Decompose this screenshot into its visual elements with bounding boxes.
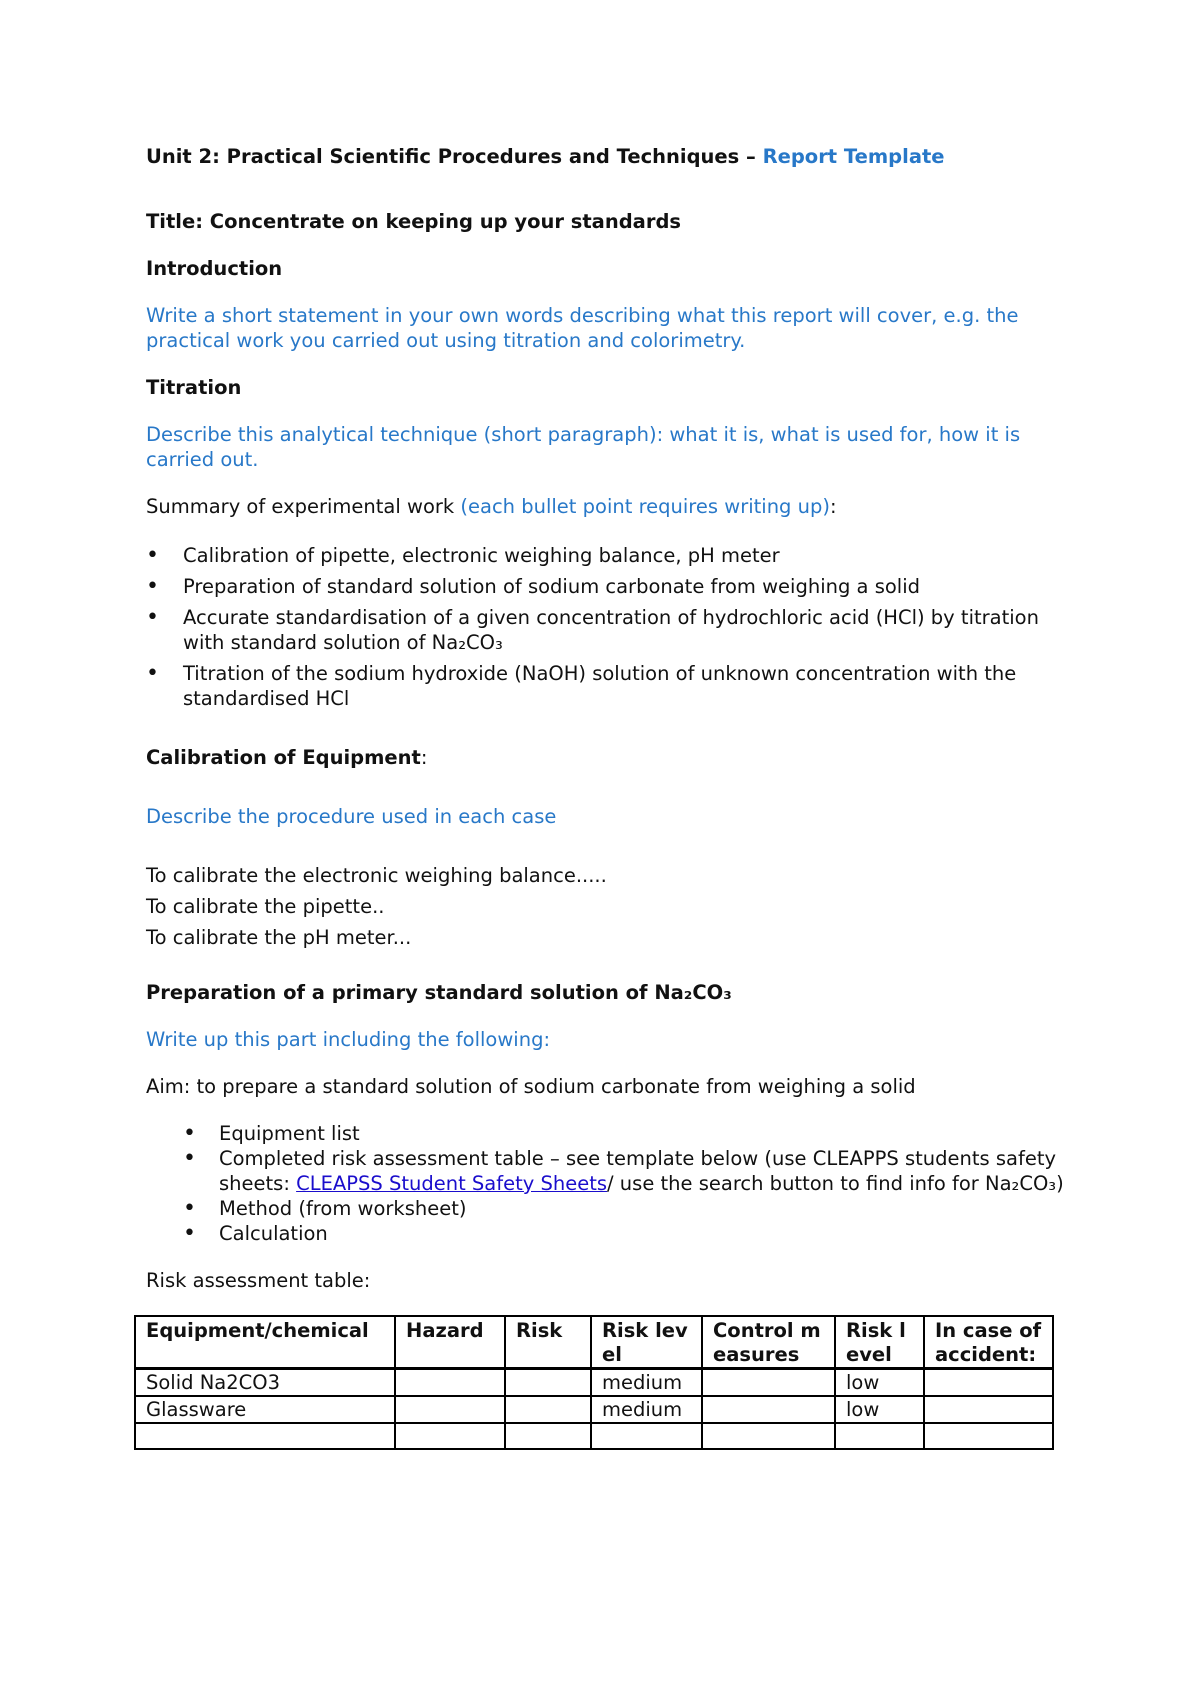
table-cell (835, 1423, 924, 1449)
table-cell: low (835, 1369, 924, 1397)
calibration-heading-colon: : (420, 746, 428, 769)
unit-title (146, 144, 1066, 169)
report-title: Title: Concentrate on keeping up your standards (146, 210, 682, 233)
calibration-line-pipette: To calibrate the pipette.. (146, 895, 385, 918)
table-cell (924, 1396, 1053, 1423)
list-item (146, 1146, 1066, 1196)
table-cell (702, 1423, 835, 1449)
titration-bullet-list (146, 543, 1066, 711)
table-header-cell: In case of accident: (924, 1316, 1053, 1369)
risk-bullet-suffix: / use the search button to find info for Na₂CO₃) (607, 1172, 1064, 1195)
unit-title-text: Unit 2: Practical Scientific Procedures and Techniques – (146, 145, 763, 168)
table-header-cell: Control measures (702, 1316, 835, 1369)
calibration-line-ph-meter: To calibrate the pH meter... (146, 926, 412, 949)
document-body (146, 144, 1066, 1450)
table-cell: low (835, 1396, 924, 1423)
table-cell: medium (591, 1369, 702, 1397)
calibration-guidance: Describe the procedure used in each case (146, 805, 557, 828)
table-cell (702, 1369, 835, 1397)
preparation-bullet-list (146, 1121, 1066, 1246)
summary-note: (each bullet point requires writing up) (460, 495, 830, 518)
table-header-cell: Hazard (395, 1316, 505, 1369)
introduction-heading: Introduction (146, 257, 283, 280)
risk-table-label: Risk assessment table: (146, 1269, 371, 1292)
table-cell: medium (591, 1396, 702, 1423)
summary-colon: : (829, 495, 837, 518)
titration-heading: Titration (146, 376, 242, 399)
list-item: • Equipment list (146, 1121, 1066, 1146)
table-cell (924, 1369, 1053, 1397)
titration-guidance: Describe this analytical technique (short paragraph): what it is, what is used for, how it is carried out. (146, 423, 1021, 471)
table-cell: Glassware (135, 1396, 395, 1423)
report-template-label: Report Template (762, 145, 945, 168)
table-cell (505, 1369, 591, 1397)
table-cell (395, 1423, 505, 1449)
preparation-aim: Aim: to prepare a standard solution of sodium carbonate from weighing a solid (146, 1075, 916, 1098)
summary-line (146, 494, 1066, 519)
risk-bullet-text: Completed risk assessment table – see template below (use CLEAPPS students safety sheets: (219, 1147, 1057, 1195)
table-row (135, 1369, 1053, 1397)
introduction-guidance: Write a short statement in your own words describing what this report will cover, e.g. the practical work you carried out using titration and colorimetry. (146, 304, 1019, 352)
summary-label: Summary of experimental work (146, 495, 461, 518)
list-item: • Titration of the sodium hydroxide (NaOH) solution of unknown concentration with the standardised HCl (146, 661, 1066, 711)
table-cell (702, 1396, 835, 1423)
table-row (135, 1396, 1053, 1423)
table-header-row (135, 1316, 1053, 1369)
table-cell (395, 1396, 505, 1423)
table-cell (505, 1396, 591, 1423)
table-header-cell: Risk level (835, 1316, 924, 1369)
list-item: • Accurate standardisation of a given concentration of hydrochloric acid (HCl) by titration with standard solution of Na₂CO₃ (146, 605, 1066, 655)
list-item: • Calibration of pipette, electronic weighing balance, pH meter (146, 543, 1066, 568)
list-item: • Method (from worksheet) (146, 1196, 1066, 1221)
calibration-line-balance: To calibrate the electronic weighing balance..... (146, 864, 607, 887)
table-cell (505, 1423, 591, 1449)
table-header-cell: Risk (505, 1316, 591, 1369)
list-item: • Calculation (146, 1221, 1066, 1246)
table-cell: Solid Na2CO3 (135, 1369, 395, 1397)
table-cell (135, 1423, 395, 1449)
cleapss-safety-sheets-link[interactable]: CLEAPSS Student Safety Sheets (296, 1172, 608, 1195)
table-header-cell: Risk level (591, 1316, 702, 1369)
table-cell (924, 1423, 1053, 1449)
table-cell (591, 1423, 702, 1449)
risk-assessment-table (134, 1315, 1054, 1450)
table-cell (395, 1369, 505, 1397)
calibration-heading-line (146, 745, 1066, 770)
preparation-heading: Preparation of a primary standard solution of Na₂CO₃ (146, 981, 732, 1004)
calibration-heading: Calibration of Equipment (146, 746, 421, 769)
table-row (135, 1423, 1053, 1449)
preparation-guidance: Write up this part including the following: (146, 1028, 551, 1051)
table-header-cell: Equipment/chemical (135, 1316, 395, 1369)
list-item: • Preparation of standard solution of sodium carbonate from weighing a solid (146, 574, 1066, 599)
